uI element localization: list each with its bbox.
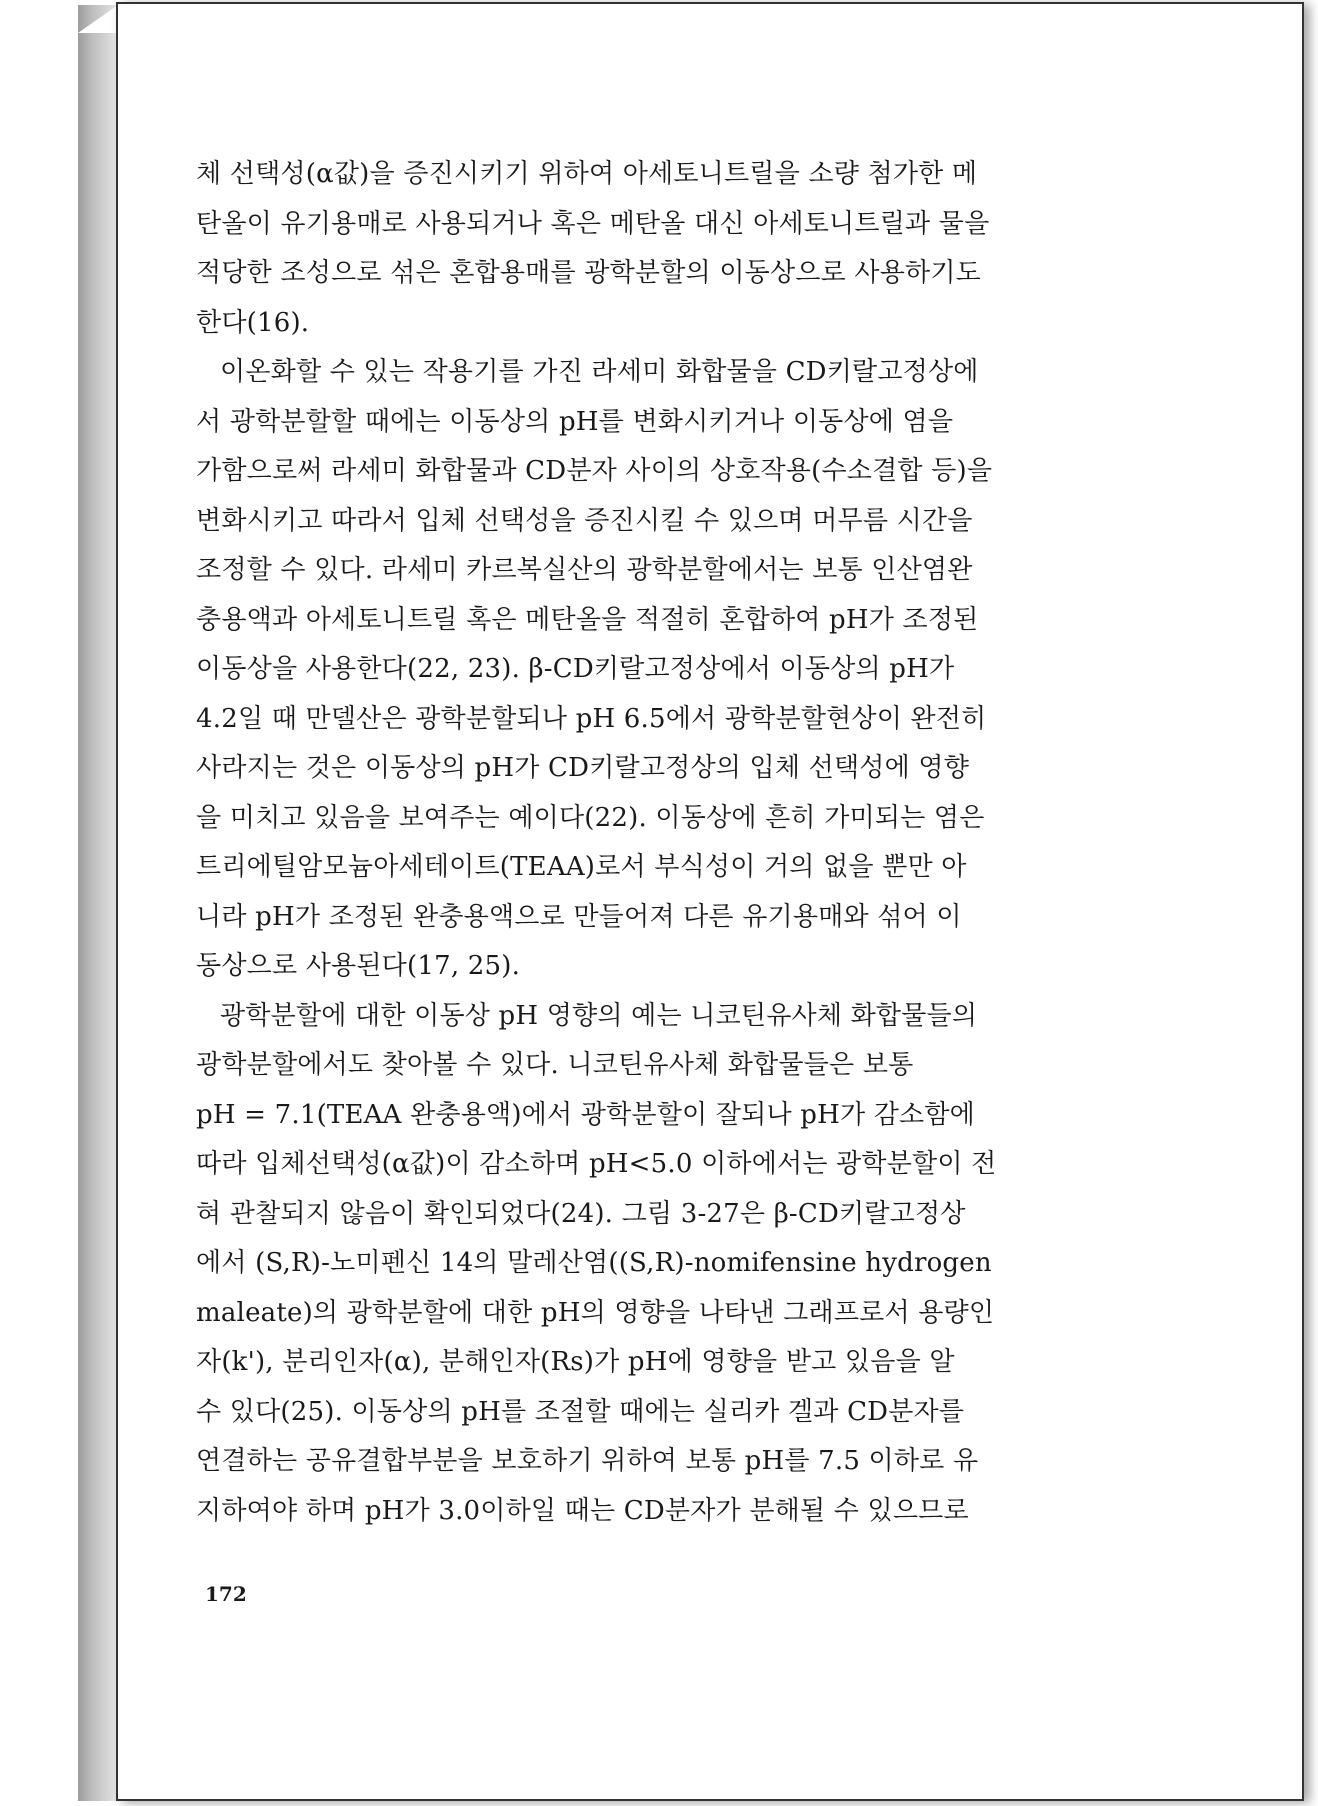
text-line: 에서 (S,R)-노미펜신 14의 말레산염((S,R)-nomifensine hydrogen [196,1248,992,1278]
text-line: 트리에틸암모늄아세테이트(TEAA)로서 부식성이 거의 없을 뿐만 아 [196,852,967,882]
paragraph-first-line: 광학분할에 대한 이동상 pH 영향의 예는 니코틴유사체 화합물들의 [220,1000,978,1031]
text-line: 충용액과 아세토니트릴 혹은 메탄올을 적절히 혼합하여 pH가 조정된 [196,604,979,635]
text-line: 사라지는 것은 이동상의 pH가 CD키랄고정상의 입체 선택성에 영향 [196,753,970,783]
text-line: 변화시키고 따라서 입체 선택성을 증진시킬 수 있으며 머무름 시간을 [196,505,973,536]
text-line: 을 미치고 있음을 보여주는 예이다(22). 이동상에 흔히 가미되는 염은 [196,802,985,833]
text-line: 따라 입체선택성(α값)이 감소하며 pH<5.0 이하에서는 광학분할이 전 [196,1149,997,1179]
paragraph-first-line: 이온화할 수 있는 작용기를 가진 라세미 화합물을 CD키랄고정상에 [220,357,979,387]
body-text [196,150,1198,1536]
text-line: pH = 7.1(TEAA 완충용액)에서 광학분할이 잘되나 pH가 감소함에 [196,1099,975,1130]
text-line: maleate)의 광학분할에 대한 pH의 영향을 나타낸 그래프로서 용량인 [196,1297,995,1328]
text-line: 수 있다(25). 이동상의 pH를 조절할 때에는 실리카 겔과 CD분자를 [196,1396,965,1427]
text-line: 지하여야 하며 pH가 3.0이하일 때는 CD분자가 분해될 수 있으므로 [196,1495,969,1526]
text-line: 탄올이 유기용매로 사용되거나 혹은 메탄올 대신 아세토니트릴과 물을 [196,208,990,239]
text-line: 니라 pH가 조정된 완충용액으로 만들어져 다른 유기용매와 섞어 이 [196,901,962,932]
text-line: 광학분할에서도 찾아볼 수 있다. 니코틴유사체 화합물들은 보통 [196,1050,914,1080]
text-line: 연결하는 공유결합부분을 보호하기 위하여 보통 pH를 7.5 이하로 유 [196,1446,979,1476]
text-line: 적당한 조성으로 섞은 혼합용매를 광학분할의 이동상으로 사용하기도 [196,258,981,288]
text-line: 체 선택성(α값)을 증진시키기 위하여 아세토니트릴을 소량 첨가한 메 [196,159,978,189]
text-line: 자(k'), 분리인자(α), 분해인자(Rs)가 pH에 영향을 받고 있음을 알 [196,1347,955,1377]
text-line: 조정할 수 있다. 라세미 카르복실산의 광학분할에서는 보통 인산염완 [196,555,973,585]
text-line: 동상으로 사용된다(17, 25). [196,951,521,981]
text-line: 이동상을 사용한다(22, 23). β-CD키랄고정상에서 이동상의 pH가 [196,654,955,684]
text-line: 한다(16). [196,307,310,338]
page-number: 172 [205,1582,247,1606]
text-line: 가함으로써 라세미 화합물과 CD분자 사이의 상호작용(수소결합 등)을 [196,456,993,486]
text-line: 혀 관찰되지 않음이 확인되었다(24). 그림 3-27은 β-CD키랄고정상 [196,1198,966,1229]
text-line: 서 광학분할할 때에는 이동상의 pH를 변화시키거나 이동상에 염을 [196,406,954,437]
book-page-edges [78,5,118,1801]
text-line: 4.2일 때 만델산은 광학분할되나 pH 6.5에서 광학분할현상이 완전히 [196,703,987,734]
